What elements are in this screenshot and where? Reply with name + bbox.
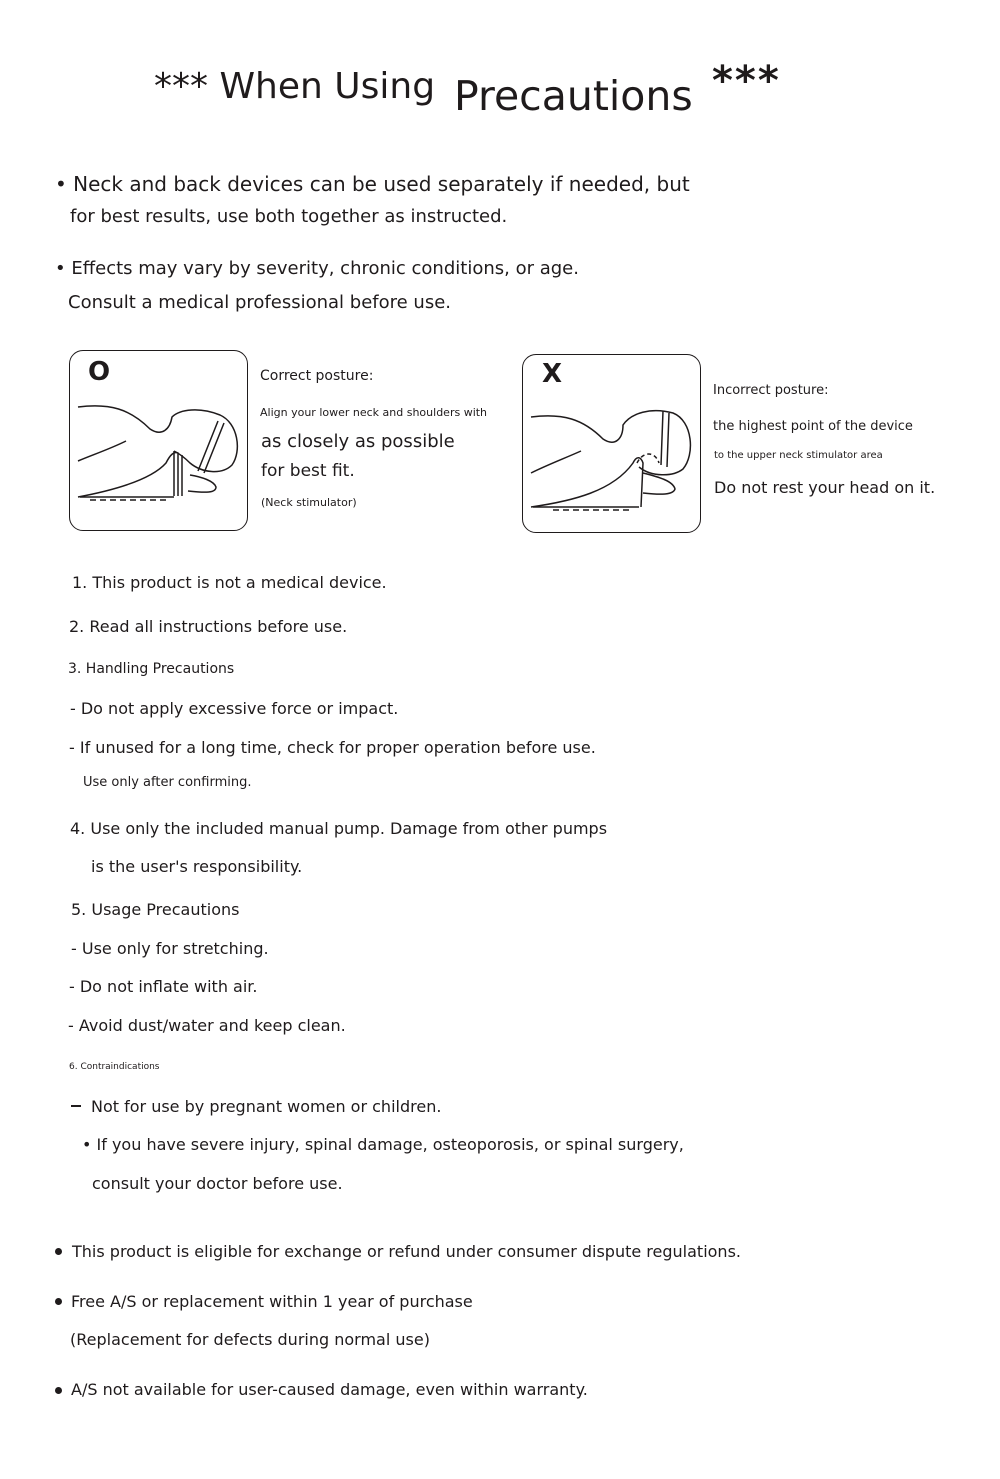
- item-4-line-1: 4. Use only the included manual pump. Damage from other pumps: [70, 819, 608, 838]
- correct-posture-note: (Neck stimulator): [261, 496, 357, 509]
- item-2: 2. Read all instructions before use.: [69, 617, 348, 636]
- item-3-heading: 3. Handling Precautions: [68, 661, 235, 677]
- item-4-line-2: is the user's responsibility.: [91, 857, 303, 876]
- page-title: Precautions: [454, 72, 693, 120]
- item-1: 1. This product is not a medical device.: [72, 573, 387, 592]
- intro-bullet-2-line-2: Consult a medical professional before use.: [68, 292, 452, 313]
- bullet-dot: [55, 1387, 62, 1394]
- incorrect-posture-line-3: Do not rest your head on it.: [714, 478, 936, 497]
- item-6-b-line-2: consult your doctor before use.: [92, 1174, 343, 1193]
- warranty-line-2-note: (Replacement for defects during normal use): [70, 1330, 430, 1349]
- title-prefix: *** When Using: [154, 66, 436, 107]
- item-6-b: • If you have severe injury, spinal damage, osteoporosis, or spinal surgery,: [82, 1135, 684, 1154]
- warranty-line-1: This product is eligible for exchange or refund under consumer dispute regulations.: [72, 1242, 741, 1261]
- correct-posture-title: Correct posture:: [260, 368, 374, 384]
- item-6-a: Not for use by pregnant women or children.: [91, 1097, 442, 1116]
- intro-bullet-1-line-2: for best results, use both together as instructed.: [70, 206, 508, 227]
- item-3-b-note: Use only after confirming.: [83, 775, 252, 790]
- item-5-heading: 5. Usage Precautions: [71, 900, 240, 919]
- correct-posture-line-2: as closely as possible: [261, 431, 455, 452]
- bullet-dot: [55, 1298, 62, 1305]
- item-3-a: - Do not apply excessive force or impact.: [70, 699, 399, 718]
- item-6-heading: 6. Contraindications: [69, 1062, 160, 1072]
- correct-posture-line-3: for best fit.: [261, 461, 355, 481]
- incorrect-posture-line-2: to the upper neck stimulator area: [714, 450, 883, 461]
- warranty-line-2: Free A/S or replacement within 1 year of purchase: [71, 1292, 473, 1311]
- incorrect-mark: X: [542, 359, 563, 389]
- item-3-b: - If unused for a long time, check for proper operation before use.: [69, 738, 596, 757]
- intro-bullet-2-line-1: • Effects may vary by severity, chronic conditions, or age.: [55, 258, 579, 279]
- correct-posture-line-1: Align your lower neck and shoulders with: [260, 406, 488, 419]
- item-5-a: - Use only for stretching.: [71, 939, 269, 958]
- incorrect-posture-title: Incorrect posture:: [713, 383, 829, 398]
- bullet-dot: [55, 1248, 62, 1255]
- correct-mark: O: [88, 357, 111, 387]
- warranty-line-3: A/S not available for user-caused damage, even within warranty.: [71, 1380, 588, 1399]
- incorrect-posture-illustration: [523, 355, 700, 532]
- incorrect-posture-figure: [522, 354, 701, 533]
- title-suffix: ***: [712, 58, 781, 104]
- dash-marker: [71, 1105, 81, 1107]
- incorrect-posture-line-1: the highest point of the device: [713, 419, 913, 434]
- item-5-b: - Do not inflate with air.: [69, 977, 258, 996]
- correct-posture-figure: [69, 350, 248, 531]
- intro-bullet-1-line-1: • Neck and back devices can be used separately if needed, but: [55, 172, 690, 196]
- item-5-c: - Avoid dust/water and keep clean.: [68, 1016, 346, 1035]
- correct-posture-illustration: [70, 351, 247, 530]
